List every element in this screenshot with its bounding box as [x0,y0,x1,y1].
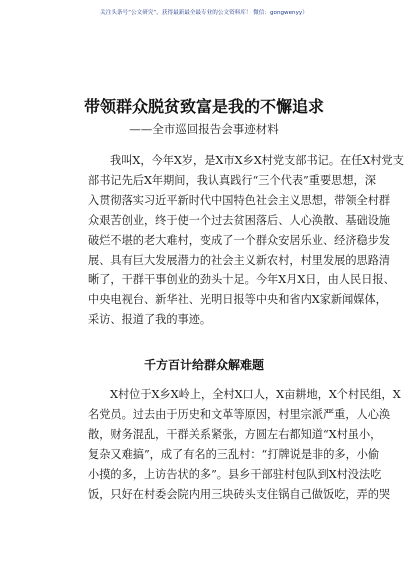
paragraph-intro [88,151,404,330]
paragraph-line: X村位于X乡X岭上，全村X口人，X亩耕地，X个村民组，X [110,388,401,401]
paragraph-line: 部书记先后X年期间，我认真践行“三个代表”重要思想，深 [88,173,376,187]
paragraph-line: 晰了，干群干事创业的劲头十足。今年X月X日，由人民日报、 [88,273,395,287]
paragraph-line: 饭，只好在村委会院内用三块砖头支住锅自己做饭吃，弄的哭 [88,487,391,501]
document-subtitle: ——全市巡回报告会事迹材料 [129,122,279,136]
paragraph-line: 展、具有巨大发展潜力的社会主义新农村，村里发展的思路清 [88,253,391,267]
paragraph-village [88,385,401,504]
paragraph-line: 名党员。过去由于历史和文革等原因，村里宗派严重，人心涣 [88,407,391,421]
promo-banner: 关注头条号“公文研究”，获得最新最全最专业的公文资料库！ 微信：gongwenyy） [100,10,308,16]
paragraph-line: 众艰苦创业，终于使一个过去贫困落后、人心涣散、基础设施 [88,213,391,227]
section-heading: 千方百计给群众解难题 [143,358,264,372]
paragraph-line: 中央电视台、新华社、光明日报等中央和省内X家新闻媒体， [88,293,387,307]
paragraph-line: 采访、报道了我的事迹。 [88,313,212,327]
paragraph-line: 入贯彻落实习近平新时代中国特色社会主义思想，带领全村群 [88,193,391,207]
paragraph-line: 散，财务混乱，干群关系紧张，方圆左右都知道“X村虽小， [88,427,382,441]
paragraph-line: 破烂不堪的老大难村，变成了一个群众安居乐业、经济稳步发 [88,233,391,247]
paragraph-line: 复杂又难搞”，成了有名的三乱村：“打牌说是非的多，小偷 [88,447,380,461]
document-title: 带领群众脱贫致富是我的不懈追求 [83,97,324,116]
paragraph-line: 小摸的多，上访告状的多”。县乡干部驻村包队到X村没法吃 [88,467,382,481]
paragraph-line: 我叫X，今年X岁，是X市X乡X村党支部书记。在任X村党支 [110,154,404,167]
